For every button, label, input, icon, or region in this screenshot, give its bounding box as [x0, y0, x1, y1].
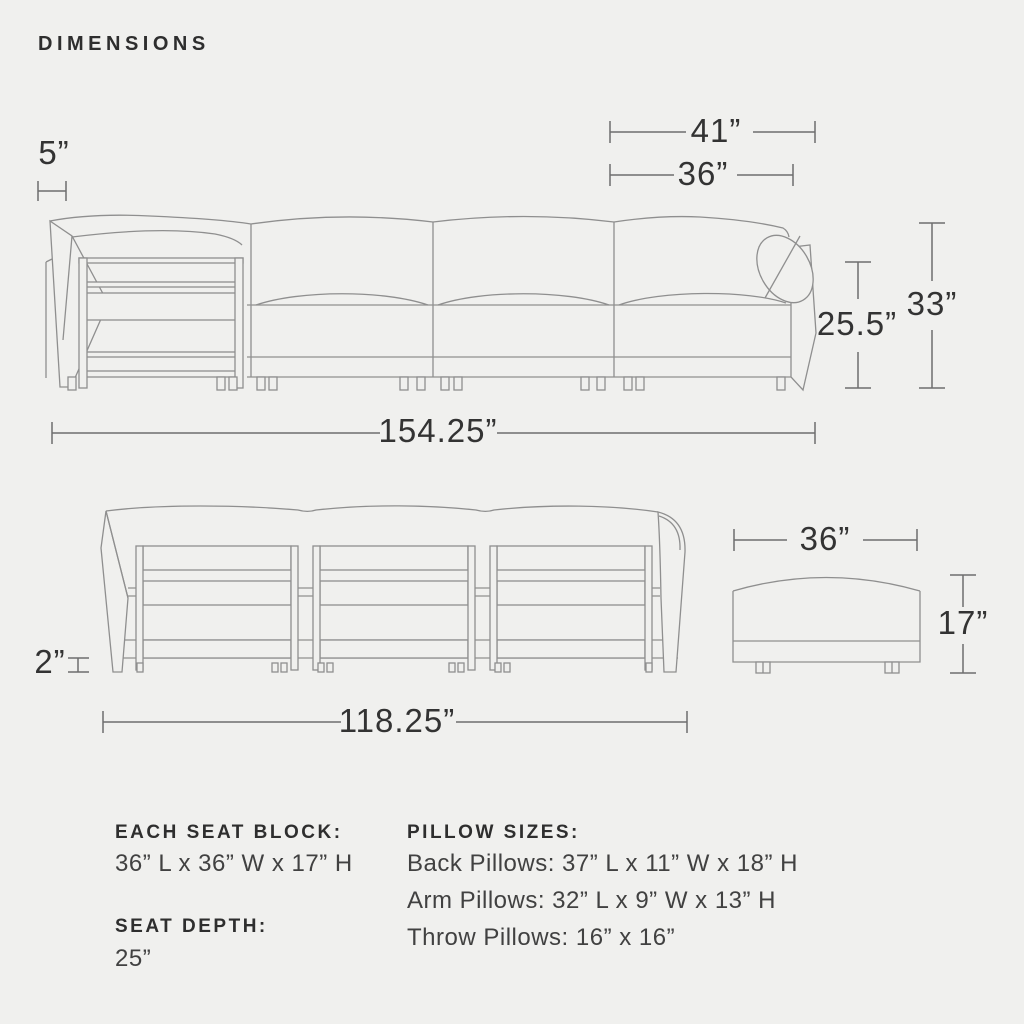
seat-block-heading: EACH SEAT BLOCK:	[115, 822, 343, 843]
pillow-sizes-heading: PILLOW SIZES:	[407, 822, 580, 843]
seat-cushion-seams	[256, 293, 786, 305]
page-title: DIMENSIONS	[38, 33, 210, 55]
ottoman-drawing	[733, 578, 920, 674]
rear-frame-3	[490, 546, 652, 670]
sectional-back-elevation-drawing	[101, 506, 685, 672]
dim-label-seat-width: 36”	[677, 155, 729, 192]
dim-line-corner-depth	[38, 181, 66, 201]
corner-back-panel	[46, 259, 52, 378]
base-lines	[247, 305, 791, 377]
right-arm-wedge-rear	[658, 512, 685, 672]
dim-line-leg-height	[68, 658, 89, 672]
back-cushion-top-line	[50, 215, 789, 237]
ottoman-base	[733, 641, 920, 662]
seat-depth-heading: SEAT DEPTH:	[115, 916, 268, 937]
corner-cushion-roll	[72, 231, 242, 245]
back-cushion-top-line-rear	[106, 506, 658, 512]
sectional-front-elevation-drawing	[46, 215, 825, 390]
dim-label-overall-width: 154.25”	[378, 412, 498, 449]
dim-label-overall-height: 33”	[906, 285, 958, 322]
pillow-throw-value: Throw Pillows: 16” x 16”	[407, 924, 676, 951]
dim-label-leg-height: 2”	[34, 643, 66, 680]
front-legs	[68, 377, 785, 390]
seat-block-value: 36” L x 36” W x 17” H	[115, 850, 353, 877]
dim-label-corner-depth: 5”	[38, 134, 70, 171]
pillow-arm-value: Arm Pillows: 32” L x 9” W x 13” H	[407, 887, 777, 914]
ottoman-body	[733, 578, 920, 642]
corner-frame	[79, 258, 243, 388]
dim-label-ottoman-height: 17”	[937, 604, 989, 641]
dim-label-seat-back-height: 25.5”	[816, 305, 898, 342]
rear-frame-2	[313, 546, 475, 670]
rear-legs	[137, 663, 652, 672]
module-separators	[251, 222, 614, 377]
dim-label-seat-with-arm: 41”	[690, 112, 742, 149]
rear-frame-1	[136, 546, 298, 670]
dim-label-back-width: 118.25”	[338, 702, 456, 739]
dim-label-ottoman-width: 36”	[799, 520, 851, 557]
pillow-back-value: Back Pillows: 37” L x 11” W x 18” H	[407, 850, 798, 877]
left-arm-wedge-rear	[101, 511, 128, 672]
seat-depth-value: 25”	[115, 945, 152, 972]
